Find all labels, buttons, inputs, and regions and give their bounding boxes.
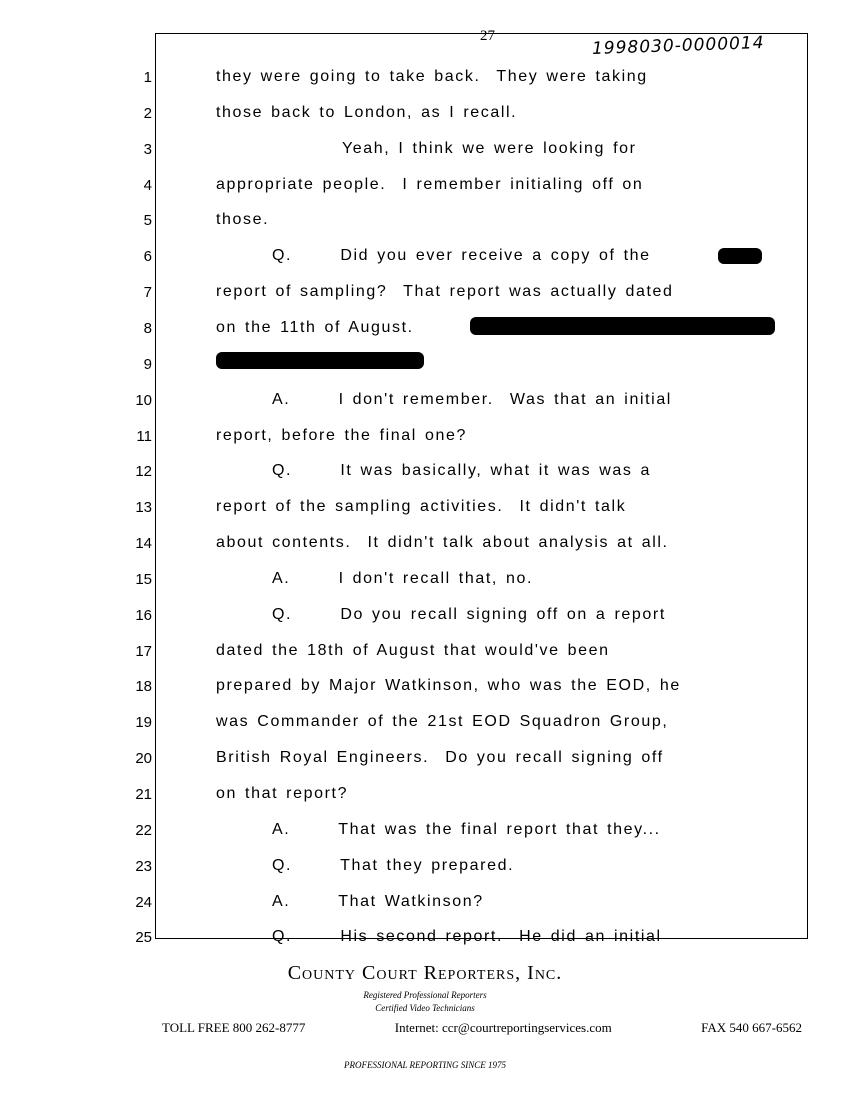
transcript-line: A. That was the final report that they... bbox=[272, 820, 661, 838]
line-number: 21 bbox=[135, 786, 152, 803]
transcript-line: Q. That they prepared. bbox=[272, 856, 515, 874]
line-number: 7 bbox=[143, 284, 152, 302]
transcript-line: Q. It was basically, what it was was a bbox=[272, 462, 652, 480]
transcript-line: they were going to take back. They were taking bbox=[216, 68, 648, 85]
line-number: 3 bbox=[143, 140, 152, 158]
footer-subtitle-1: Registered Professional Reporters bbox=[363, 990, 487, 1000]
redaction-bar bbox=[216, 352, 424, 369]
transcript-line: A. I don't recall that, no. bbox=[272, 569, 534, 587]
line-number: 9 bbox=[143, 355, 152, 373]
transcript-line: report of the sampling activities. It didn't talk bbox=[216, 498, 627, 516]
page-number: 27 bbox=[480, 28, 495, 44]
line-number: 11 bbox=[136, 427, 152, 445]
footer-toll-free: TOLL FREE 800 262-8777 bbox=[162, 1020, 306, 1035]
transcript-line: Yeah, I think we were looking for bbox=[342, 139, 637, 157]
transcript-line: A. That Watkinson? bbox=[272, 892, 484, 910]
line-number: 18 bbox=[135, 678, 152, 696]
line-number: 1 bbox=[143, 69, 152, 86]
transcript-line: on that report? bbox=[216, 785, 349, 802]
transcript-line: those. bbox=[216, 211, 270, 229]
line-number: 19 bbox=[135, 714, 152, 732]
transcript-line: those back to London, as I recall. bbox=[216, 103, 518, 121]
line-number: 25 bbox=[135, 929, 152, 947]
transcript-line: British Royal Engineers. Do you recall signing off bbox=[216, 749, 664, 767]
footer-subtitle-2: Certified Video Technicians bbox=[375, 1003, 475, 1013]
transcript-line: on the 11th of August. bbox=[216, 318, 414, 336]
transcript-line: about contents. It didn't talk about analysis at all. bbox=[216, 534, 669, 552]
redaction-bar bbox=[470, 317, 775, 335]
line-number: 10 bbox=[135, 391, 152, 409]
line-number: 24 bbox=[135, 893, 152, 911]
line-number: 17 bbox=[135, 642, 152, 660]
redaction-bar bbox=[718, 248, 762, 264]
line-number: 14 bbox=[135, 535, 152, 553]
line-number: 5 bbox=[143, 212, 152, 230]
transcript-line: prepared by Major Watkinson, who was the EOD, he bbox=[216, 677, 681, 695]
transcript-line: was Commander of the 21st EOD Squadron Group, bbox=[216, 713, 669, 731]
line-number: 12 bbox=[135, 463, 152, 481]
line-number: 15 bbox=[135, 570, 152, 588]
transcript-page-frame bbox=[155, 33, 808, 939]
transcript-line: dated the 18th of August that would've been bbox=[216, 641, 610, 659]
line-number: 22 bbox=[135, 821, 152, 839]
transcript-line: Q. Did you ever receive a copy of the bbox=[272, 247, 651, 265]
line-number: 6 bbox=[143, 248, 152, 266]
line-number: 13 bbox=[135, 499, 152, 517]
document-id-handwritten: 1998030-0000014 bbox=[591, 32, 765, 60]
transcript-line: report of sampling? That report was actually dated bbox=[216, 283, 674, 301]
transcript-line: Q. Do you recall signing off on a report bbox=[272, 605, 666, 623]
line-number: 8 bbox=[143, 319, 152, 337]
footer-tagline: PROFESSIONAL REPORTING SINCE 1975 bbox=[343, 1060, 507, 1070]
footer-contact-row bbox=[162, 1020, 802, 1036]
transcript-line: appropriate people. I remember initialing off on bbox=[216, 175, 644, 193]
footer-company-name: County Court Reporters, Inc. bbox=[287, 962, 563, 984]
footer-fax: FAX 540 667-6562 bbox=[701, 1020, 802, 1035]
line-number: 2 bbox=[143, 104, 152, 122]
footer-internet: Internet: ccr@courtreportingservices.com bbox=[394, 1020, 612, 1035]
transcript-line: A. I don't remember. Was that an initial bbox=[272, 390, 672, 408]
line-number: 4 bbox=[143, 176, 152, 194]
line-number: 20 bbox=[135, 750, 152, 768]
transcript-line: report, before the final one? bbox=[216, 426, 467, 444]
line-number: 16 bbox=[135, 606, 152, 624]
transcript-line: Q. His second report. He did an initial bbox=[272, 928, 662, 946]
line-number: 23 bbox=[135, 857, 152, 875]
